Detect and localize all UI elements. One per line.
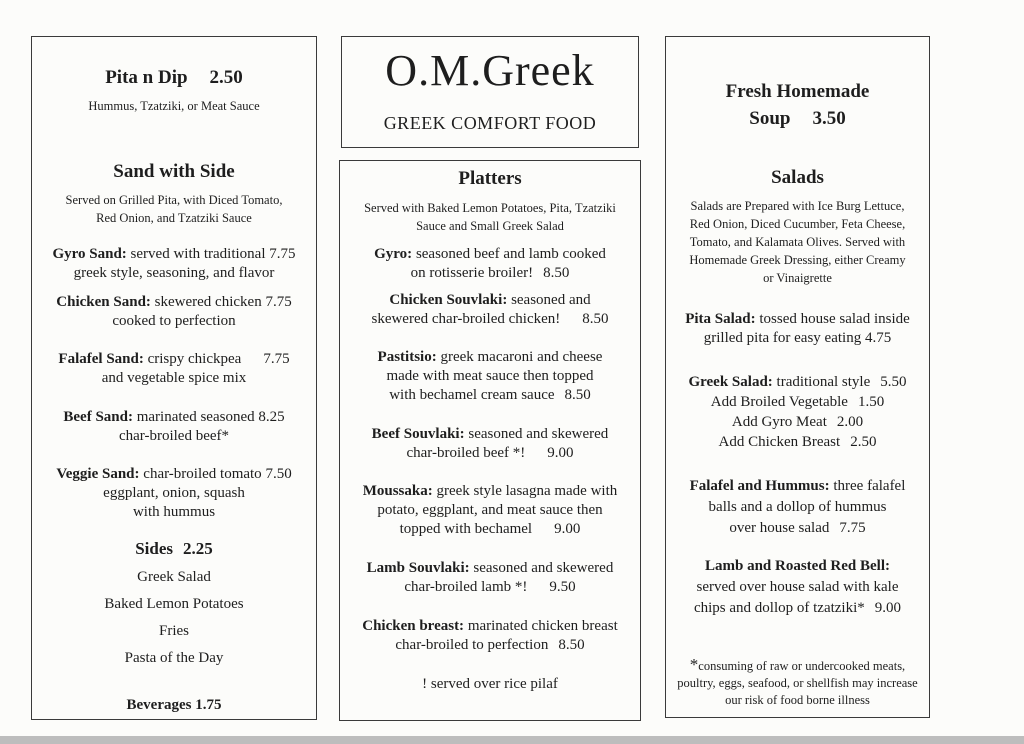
rice-pilaf-note: ! served over rice pilaf — [422, 676, 558, 692]
gyro-platter-item — [340, 245, 640, 283]
chicken-sand-desc: skewered chicken — [154, 294, 262, 310]
chicken-breast-desc-2: char-broiled to perfection — [395, 637, 549, 653]
lamb-souvlaki-desc: seasoned and skewered — [473, 560, 614, 576]
food-safety-disclaimer — [666, 656, 929, 709]
gyro-sand-desc: served with traditional — [130, 246, 266, 262]
gyro-sand-desc-2: greek style, seasoning, and flavor — [73, 265, 275, 281]
sand-desc-line-2: Red Onion, and Tzatziki Sauce — [96, 211, 252, 225]
chicken-souvlaki-desc-2: skewered char-broiled chicken! — [371, 311, 561, 327]
sandwich-panel — [31, 36, 317, 720]
greek-salad-desc: traditional style — [776, 374, 871, 390]
side-item: Greek Salad — [137, 569, 211, 585]
moussaka-price: 9.00 — [554, 521, 581, 537]
beef-sand-item — [32, 408, 316, 446]
addon-label: Add Broiled Vegetable — [710, 394, 848, 410]
pita-dip-desc: Hummus, Tzatziki, or Meat Sauce — [88, 99, 260, 113]
salads-desc-line: Homemade Greek Dressing, either Creamy — [689, 253, 906, 267]
side-item: Baked Lemon Potatoes — [104, 596, 244, 612]
chicken-breast-item — [340, 617, 640, 655]
moussaka-name: Moussaka: — [362, 483, 433, 499]
addon-label: Add Chicken Breast — [718, 434, 841, 450]
salads-panel — [665, 36, 930, 718]
falafel-sand-desc-2: and vegetable spice mix — [101, 370, 247, 386]
pita-dip-title: Pita n Dip — [105, 67, 188, 88]
addon-price: 2.00 — [836, 414, 864, 430]
moussaka-item — [340, 482, 640, 539]
lamb-red-bell-desc-2: chips and dollop of tzatziki* — [693, 600, 865, 616]
salads-desc-line: or Vinaigrette — [763, 271, 832, 285]
salads-header: Salads — [771, 167, 824, 188]
moussaka-desc-3: topped with bechamel — [399, 521, 533, 537]
falafel-hummus-item — [666, 476, 929, 539]
platters-section-header — [340, 168, 640, 235]
gyro-sand-item — [32, 245, 316, 283]
platters-desc-line-1: Served with Baked Lemon Potatoes, Pita, Tzatziki — [364, 201, 616, 215]
falafel-hummus-desc-3: over house salad — [729, 520, 830, 536]
lamb-souvlaki-item — [340, 559, 640, 597]
soup-title-line-1: Fresh Homemade — [725, 81, 870, 102]
gyro-platter-desc: seasoned beef and lamb cooked — [415, 246, 606, 262]
lamb-red-bell-item — [666, 556, 929, 619]
pastitsio-desc-3: with bechamel cream sauce — [389, 387, 555, 403]
chicken-sand-price: 7.75 — [265, 294, 292, 310]
pita-salad-item — [666, 310, 929, 348]
falafel-hummus-name: Falafel and Hummus: — [689, 478, 830, 494]
soup-title-line-2: Soup — [749, 108, 791, 129]
falafel-hummus-desc-2: balls and a dollop of hummus — [708, 499, 887, 515]
lamb-souvlaki-name: Lamb Souvlaki: — [366, 560, 470, 576]
scan-bottom-edge — [0, 736, 1024, 744]
pita-salad-desc-2: grilled pita for easy eating — [703, 330, 862, 346]
chicken-breast-name: Chicken breast: — [362, 618, 465, 634]
gyro-sand-name: Gyro Sand: — [52, 246, 127, 262]
chicken-souvlaki-price: 8.50 — [582, 311, 609, 327]
moussaka-desc-2: potato, eggplant, and meat sauce then — [377, 502, 603, 518]
chicken-souvlaki-item — [340, 291, 640, 329]
pita-dip-item — [32, 67, 316, 115]
salads-desc-line: Salads are Prepared with Ice Burg Lettuce, — [690, 199, 905, 213]
falafel-sand-item — [32, 350, 316, 388]
moussaka-desc: greek style lasagna made with — [436, 483, 618, 499]
pastitsio-name: Pastitsio: — [377, 349, 437, 365]
beef-sand-desc-2: char-broiled beef* — [118, 428, 230, 444]
salads-desc-line: Tomato, and Kalamata Olives. Served with — [689, 235, 906, 249]
veggie-sand-price: 7.50 — [265, 466, 292, 482]
sides-title: Sides — [135, 539, 174, 558]
pastitsio-price: 8.50 — [564, 387, 591, 403]
veggie-sand-desc-3: with hummus — [132, 504, 216, 520]
addon-price: 2.50 — [850, 434, 877, 450]
salads-desc-line: Red Onion, Diced Cucumber, Feta Cheese, — [689, 217, 906, 231]
pita-salad-desc: tossed house salad inside — [759, 311, 910, 327]
side-item: Fries — [159, 623, 189, 639]
veggie-sand-item — [32, 465, 316, 522]
salads-section-header — [666, 167, 929, 287]
gyro-platter-desc-2: on rotisserie broiler! — [410, 265, 534, 281]
veggie-sand-name: Veggie Sand: — [56, 466, 140, 482]
falafel-sand-price: 7.75 — [263, 351, 290, 367]
falafel-sand-name: Falafel Sand: — [58, 351, 144, 367]
pastitsio-desc-2: made with meat sauce then topped — [386, 368, 594, 384]
sand-with-side-section — [32, 161, 316, 227]
disclaimer-line-3: our risk of food borne illness — [725, 693, 870, 707]
pastitsio-item — [340, 348, 640, 405]
falafel-hummus-desc: three falafel — [833, 478, 906, 494]
gyro-platter-price: 8.50 — [543, 265, 570, 281]
gyro-platter-name: Gyro: — [374, 246, 413, 262]
side-item: Pasta of the Day — [124, 650, 224, 666]
beef-souvlaki-price: 9.00 — [547, 445, 574, 461]
veggie-sand-desc: char-broiled tomato — [143, 466, 262, 482]
soup-price: 3.50 — [812, 108, 846, 129]
platters-header: Platters — [458, 168, 522, 189]
chicken-sand-desc-2: cooked to perfection — [112, 313, 236, 329]
platters-panel — [339, 160, 641, 721]
lamb-souvlaki-desc-2: char-broiled lamb *! — [404, 579, 528, 595]
chicken-souvlaki-desc: seasoned and — [511, 292, 591, 308]
chicken-sand-item — [32, 293, 316, 331]
sides-section — [32, 539, 316, 668]
beef-sand-desc: marinated seasoned — [136, 409, 255, 425]
addon-label: Add Gyro Meat — [731, 414, 827, 430]
greek-salad-name: Greek Salad: — [688, 374, 773, 390]
sand-header: Sand with Side — [113, 161, 235, 182]
beef-souvlaki-item — [340, 425, 640, 463]
salads-desc — [666, 197, 929, 287]
restaurant-tagline: GREEK COMFORT FOOD — [383, 113, 597, 133]
pastitsio-desc: greek macaroni and cheese — [440, 349, 603, 365]
addon-price: 1.50 — [857, 394, 885, 410]
gyro-sand-price: 7.75 — [269, 246, 296, 262]
beverages-label: Beverages 1.75 — [126, 697, 222, 713]
beef-sand-name: Beef Sand: — [63, 409, 133, 425]
lamb-red-bell-name: Lamb and Roasted Red Bell: — [704, 558, 891, 574]
falafel-hummus-price: 7.75 — [839, 520, 866, 536]
restaurant-name: O.M.Greek — [385, 46, 595, 95]
lamb-souvlaki-price: 9.50 — [549, 579, 576, 595]
greek-salad-price: 5.50 — [880, 374, 907, 390]
beef-souvlaki-desc: seasoned and skewered — [468, 426, 609, 442]
beef-souvlaki-desc-2: char-broiled beef *! — [406, 445, 526, 461]
sand-desc-line-1: Served on Grilled Pita, with Diced Tomato, — [65, 193, 283, 207]
lamb-red-bell-desc: served over house salad with kale — [696, 579, 899, 595]
asterisk-mark: * — [689, 655, 699, 674]
veggie-sand-desc-2: eggplant, onion, squash — [103, 485, 245, 501]
sides-price: 2.25 — [183, 539, 213, 558]
beef-souvlaki-name: Beef Souvlaki: — [371, 426, 465, 442]
chicken-sand-name: Chicken Sand: — [56, 294, 151, 310]
beef-sand-price: 8.25 — [258, 409, 285, 425]
pita-salad-name: Pita Salad: — [685, 311, 756, 327]
pita-salad-price: 4.75 — [864, 330, 892, 346]
logo-panel — [341, 36, 639, 148]
disclaimer-line-1: consuming of raw or undercooked meats, — [698, 659, 906, 673]
chicken-breast-desc: marinated chicken breast — [467, 618, 618, 634]
disclaimer-line-2: poultry, eggs, seafood, or shellfish may increase — [677, 676, 918, 690]
falafel-sand-desc: crispy chickpea — [147, 351, 242, 367]
pita-dip-price: 2.50 — [209, 67, 243, 88]
chicken-breast-price: 8.50 — [558, 637, 585, 653]
lamb-red-bell-price: 9.00 — [874, 600, 902, 616]
chicken-souvlaki-name: Chicken Souvlaki: — [389, 292, 508, 308]
greek-salad-item — [666, 373, 929, 452]
platters-desc-line-2: Sauce and Small Greek Salad — [416, 219, 564, 233]
soup-item — [666, 78, 929, 132]
